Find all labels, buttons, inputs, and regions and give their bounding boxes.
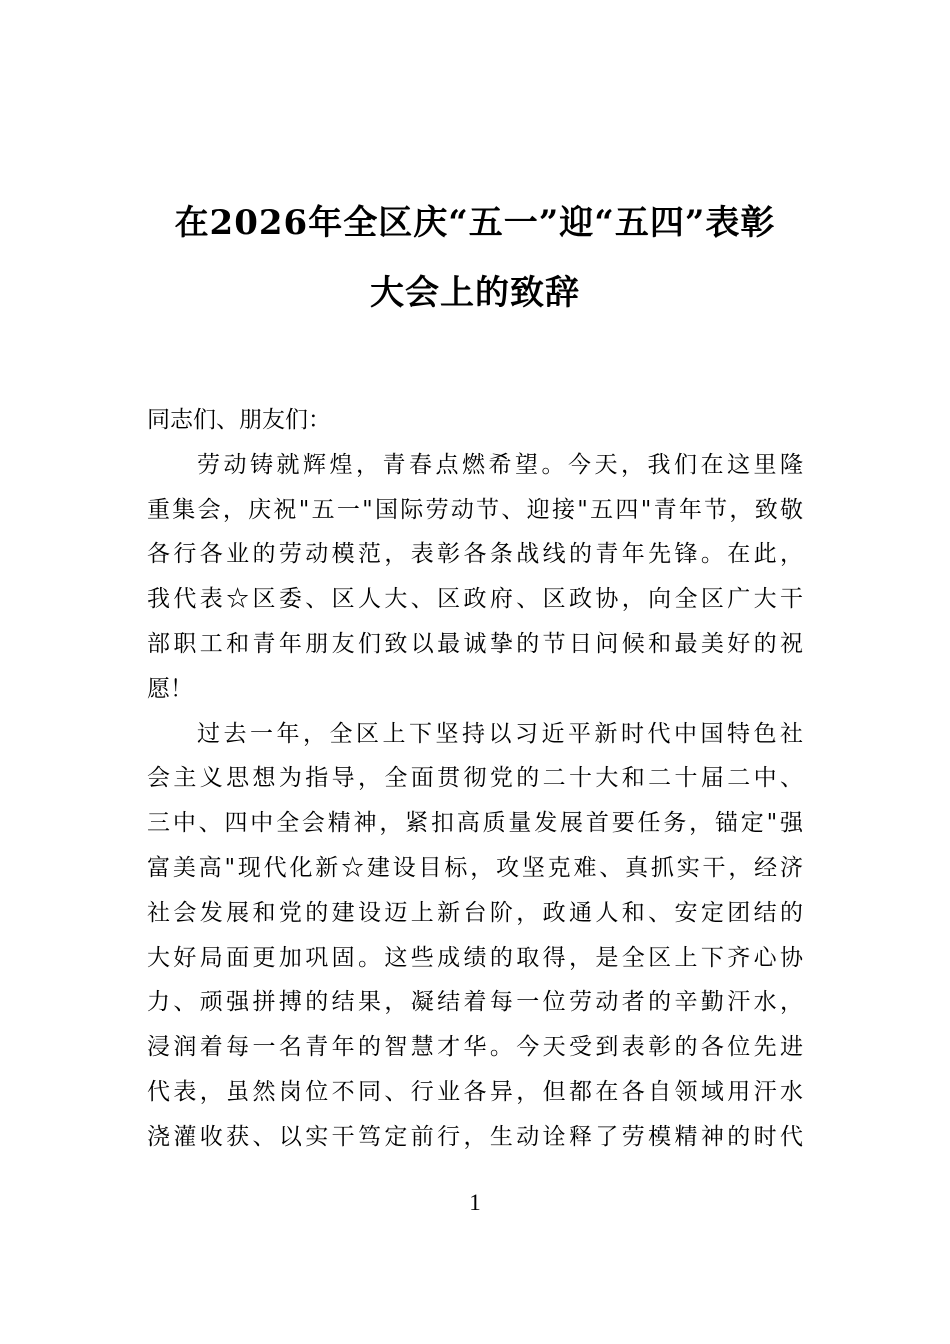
- paragraph-2-line: 富美高"现代化新☆建设目标，攻坚克难、真抓实干，经济: [147, 854, 803, 881]
- paragraph-2-line: 代表，虽然岗位不同、行业各异，但都在各自领域用汗水: [147, 1078, 803, 1105]
- paragraph-1-line: 部职工和青年朋友们致以最诚挚的节日问候和最美好的祝: [147, 630, 803, 657]
- paragraph-2-line: 力、顽强拼搏的结果，凝结着每一位劳动者的辛勤汗水，: [147, 989, 803, 1016]
- paragraph-2-line: 三中、四中全会精神，紧扣高质量发展首要任务，锚定"强: [147, 810, 803, 837]
- paragraph-1-line: 劳动铸就辉煌，青春点燃希望。今天，我们在这里隆: [197, 451, 803, 478]
- paragraph-2-line: 会主义思想为指导，全面贯彻党的二十大和二十届二中、: [147, 765, 803, 792]
- paragraph-2-line: 社会发展和党的建设迈上新台阶，政通人和、安定团结的: [147, 899, 803, 926]
- title-line-2: 大会上的致辞: [370, 273, 580, 313]
- paragraph-2-line: 大好局面更加巩固。这些成绩的取得，是全区上下齐心协: [147, 944, 803, 971]
- paragraph-2-line: 过去一年，全区上下坚持以习近平新时代中国特色社: [197, 720, 803, 747]
- page-number: 1: [469, 1190, 481, 1215]
- document-body: [147, 398, 803, 1160]
- salutation: 同志们、朋友们：: [147, 407, 331, 433]
- paragraph-1-line: 重集会，庆祝"五一"国际劳动节、迎接"五四"青年节，致敬: [147, 496, 803, 523]
- paragraph-2-line: 浸润着每一名青年的智慧才华。今天受到表彰的各位先进: [147, 1034, 803, 1061]
- document-title: [140, 188, 810, 328]
- paragraph-1-line: 我代表☆区委、区人大、区政府、区政协，向全区广大干: [147, 586, 803, 613]
- paragraph-1-line: 各行各业的劳动模范，表彰各条战线的青年先锋。在此，: [147, 541, 803, 568]
- paragraph-1-line: 愿！: [147, 675, 193, 702]
- title-line-1: 在2026年全区庆“五一”迎“五四”表彰: [174, 203, 776, 243]
- paragraph-2-line: 浇灌收获、以实干笃定前行，生动诠释了劳模精神的时代: [147, 1123, 803, 1150]
